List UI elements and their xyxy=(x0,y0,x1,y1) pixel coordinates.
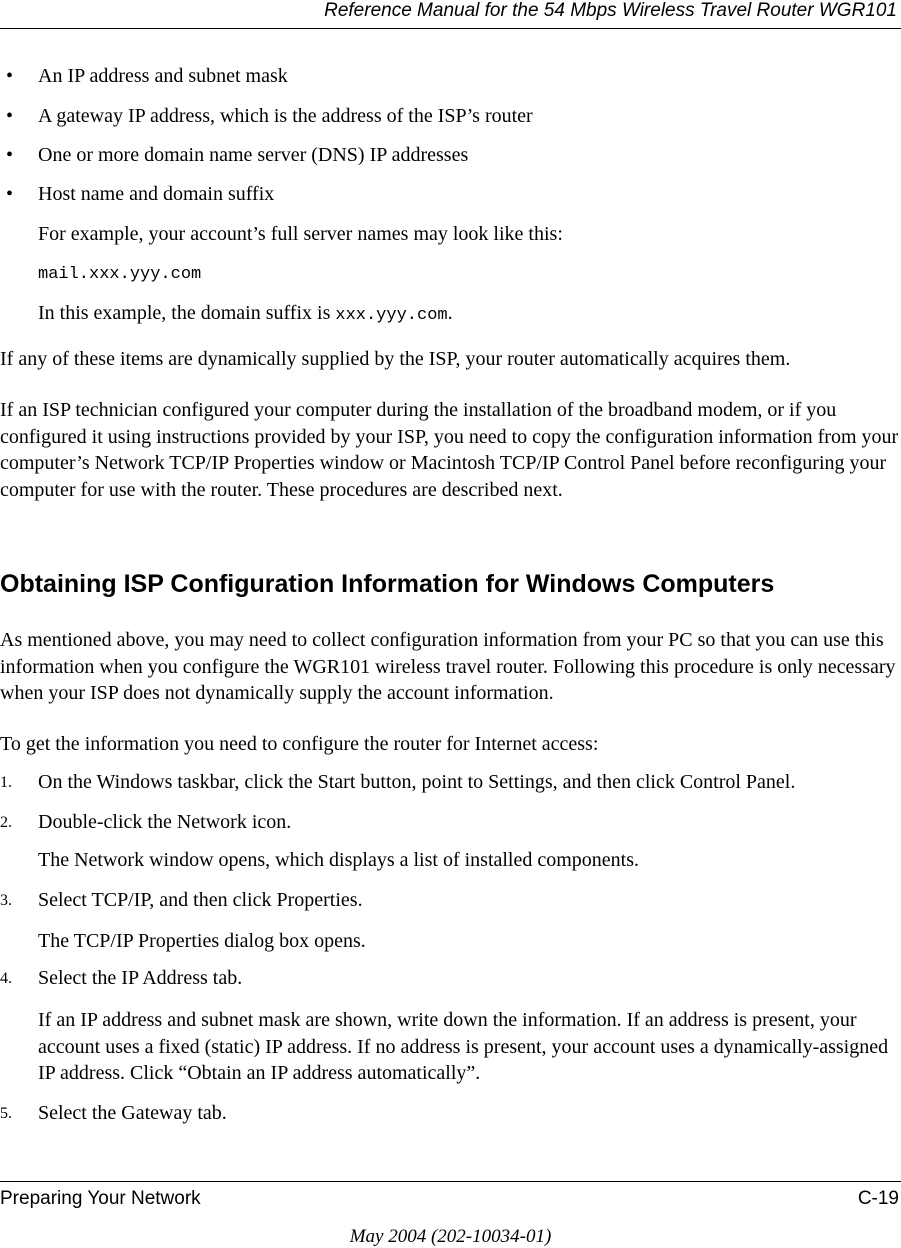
footer-section-name: Preparing Your Network xyxy=(0,1188,201,1209)
step-2-note: The Network window opens, which displays a list of installed components. xyxy=(38,849,640,871)
step-5-text: Select the Gateway tab. xyxy=(38,1102,227,1124)
step-4-text: Select the IP Address tab. xyxy=(38,967,243,989)
step-number: 3. xyxy=(0,892,12,909)
example-suffix-prefix: In this example, the domain suffix is xyxy=(38,302,336,324)
step-number: 5. xyxy=(0,1105,12,1122)
section-intro: As mentioned above, you may need to collect configuration information from your PC so that you can use this information when you configure the WGR101 wireless travel router. Following this procedure is only necessary when your ISP does not dynamically supply the account information. xyxy=(0,629,896,704)
bullet-item-ip-address: An IP address and subnet mask xyxy=(38,65,288,87)
bullet-marker: • xyxy=(6,65,14,87)
bullet-marker: • xyxy=(6,105,14,127)
step-3-text: Select TCP/IP, and then click Properties. xyxy=(38,889,363,911)
footer-page-number: C-19 xyxy=(857,1188,899,1209)
running-header-title: Reference Manual for the 54 Mbps Wireless Travel Router WGR101 xyxy=(324,0,897,21)
example-suffix-code: xxx.yyy.com xyxy=(335,306,448,325)
paragraph-dynamic: If any of these items are dynamically supplied by the ISP, your router automatically acquires them. xyxy=(0,348,791,370)
example-server-name: mail.xxx.yyy.com xyxy=(38,265,202,284)
bullet-item-gateway: A gateway IP address, which is the address of the ISP’s router xyxy=(38,105,533,127)
step-number: 2. xyxy=(0,814,12,831)
example-intro: For example, your account’s full server names may look like this: xyxy=(38,223,563,245)
bullet-item-host-name: Host name and domain suffix xyxy=(38,183,275,205)
step-number: 1. xyxy=(0,774,12,791)
step-3-note: The TCP/IP Properties dialog box opens. xyxy=(38,930,366,952)
step-1-text: On the Windows taskbar, click the Start button, point to Settings, and then click Control Panel. xyxy=(38,771,796,793)
footer-divider xyxy=(0,1181,901,1182)
footer-date: May 2004 (202-10034-01) xyxy=(349,1226,552,1247)
step-4-note: If an IP address and subnet mask are shown, write down the information. If an address is present, your account uses a fixed (static) IP address. If no address is present, your account uses a dynamically-assigned IP address. Click “Obtain an IP address automatically”. xyxy=(38,1009,889,1084)
bullet-item-dns: One or more domain name server (DNS) IP addresses xyxy=(38,144,469,166)
section-heading: Obtaining ISP Configuration Information for Windows Computers xyxy=(0,570,775,598)
section-lead: To get the information you need to configure the router for Internet access: xyxy=(0,733,599,755)
header-divider xyxy=(0,28,901,29)
step-number: 4. xyxy=(0,970,12,987)
bullet-marker: • xyxy=(6,144,14,166)
bullet-marker: • xyxy=(6,183,14,205)
example-suffix-end: . xyxy=(447,302,453,324)
example-suffix-line xyxy=(38,301,453,328)
step-2-text: Double-click the Network icon. xyxy=(38,811,292,833)
paragraph-technician: If an ISP technician configured your computer during the installation of the broadband modem, or if you configured it using instructions provided by your ISP, you need to copy the configuration information from your computer’s Network TCP/IP Properties window or Macintosh TCP/IP Control Panel before reconfiguring your computer for use with the router. These procedures are described next. xyxy=(0,399,899,501)
